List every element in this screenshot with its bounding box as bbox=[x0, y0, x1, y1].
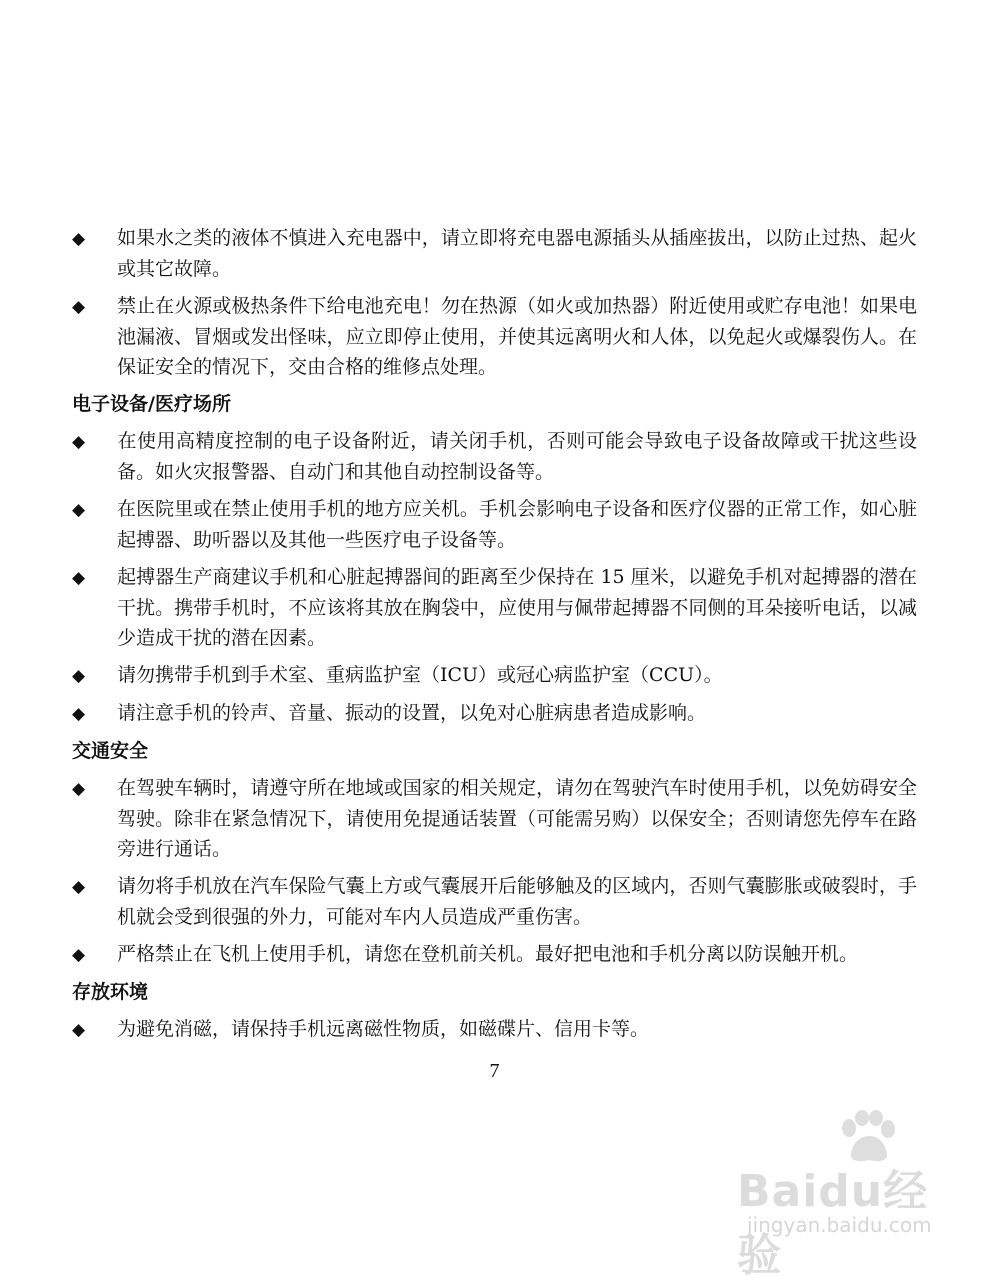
list-item bbox=[72, 223, 917, 284]
diamond-bullet-icon: ◆ bbox=[72, 877, 86, 897]
list-item bbox=[72, 939, 917, 970]
diamond-bullet-icon: ◆ bbox=[72, 704, 86, 724]
document-body bbox=[72, 223, 917, 1052]
page-number: 7 bbox=[489, 1060, 500, 1082]
watermark-brand: Baidu经验 bbox=[737, 1166, 929, 1281]
diamond-bullet-icon: ◆ bbox=[72, 945, 86, 965]
diamond-bullet-icon: ◆ bbox=[72, 297, 86, 317]
diamond-bullet-icon: ◆ bbox=[72, 432, 86, 452]
list-item bbox=[72, 426, 917, 487]
section-heading-electronic-medical: 电子设备/医疗场所 bbox=[72, 393, 231, 415]
item-text: 如果水之类的液体不慎进入充电器中，请立即将充电器电源插头从插座拔出，以防止过热、起火或其它故障。 bbox=[117, 227, 917, 280]
item-text: 请勿携带手机到手术室、重病监护室（ICU）或冠心病监护室（CCU）。 bbox=[117, 664, 723, 686]
diamond-bullet-icon: ◆ bbox=[72, 666, 86, 686]
list-item bbox=[72, 562, 917, 653]
list-item bbox=[72, 660, 917, 691]
item-text: 为避免消磁，请保持手机远离磁性物质，如磁碟片、信用卡等。 bbox=[117, 1018, 650, 1040]
section-heading-storage: 存放环境 bbox=[72, 981, 149, 1003]
diamond-bullet-icon: ◆ bbox=[72, 1020, 86, 1040]
list-item bbox=[72, 698, 917, 729]
list-item bbox=[72, 1014, 917, 1045]
diamond-bullet-icon: ◆ bbox=[72, 229, 86, 249]
diamond-bullet-icon: ◆ bbox=[72, 500, 86, 520]
item-text: 在驾驶车辆时，请遵守所在地域或国家的相关规定，请勿在驾驶汽车时使用手机，以免妨碍安全驾驶。除非在紧急情况下，请使用免提通话装置（可能需另购）以保安全；否则请您先停车在路旁进行通话。 bbox=[117, 777, 917, 860]
list-item bbox=[72, 773, 917, 864]
list-item bbox=[72, 871, 917, 932]
item-text: 请注意手机的铃声、音量、振动的设置，以免对心脏病患者造成影响。 bbox=[117, 702, 707, 724]
item-text: 起搏器生产商建议手机和心脏起搏器间的距离至少保持在 15 厘米，以避免手机对起搏器的潜在干扰。携带手机时，不应该将其放在胸袋中，应使用与佩带起搏器不同侧的耳朵接听电话，以减少造成干扰的潜在因素。 bbox=[117, 566, 917, 649]
baidu-jingyan-watermark bbox=[737, 1110, 967, 1281]
diamond-bullet-icon: ◆ bbox=[72, 779, 86, 799]
watermark-site: jingyan.baidu.com bbox=[747, 1213, 932, 1237]
item-text: 禁止在火源或极热条件下给电池充电！勿在热源（如火或加热器）附近使用或贮存电池！如果电池漏液、冒烟或发出怪味，应立即停止使用，并使其远离明火和人体，以免起火或爆裂伤人。在保证安全的情况下，交由合格的维修点处理。 bbox=[117, 295, 917, 378]
item-text: 严格禁止在飞机上使用手机，请您在登机前关机。最好把电池和手机分离以防误触开机。 bbox=[117, 943, 859, 965]
list-item bbox=[72, 291, 917, 382]
item-text: 在医院里或在禁止使用手机的地方应关机。手机会影响电子设备和医疗仪器的正常工作，如心脏起搏器、助听器以及其他一些医疗电子设备等。 bbox=[117, 498, 917, 551]
diamond-bullet-icon: ◆ bbox=[72, 568, 86, 588]
item-text: 请勿将手机放在汽车保险气囊上方或气囊展开后能够触及的区域内，否则气囊膨胀或破裂时，手机就会受到很强的外力，可能对车内人员造成严重伤害。 bbox=[117, 875, 917, 928]
section-heading-traffic-safety: 交通安全 bbox=[72, 740, 149, 762]
item-text: 在使用高精度控制的电子设备附近，请关闭手机，否则可能会导致电子设备故障或干扰这些设备。如火灾报警器、自动门和其他自动控制设备等。 bbox=[117, 430, 917, 483]
list-item bbox=[72, 494, 917, 555]
